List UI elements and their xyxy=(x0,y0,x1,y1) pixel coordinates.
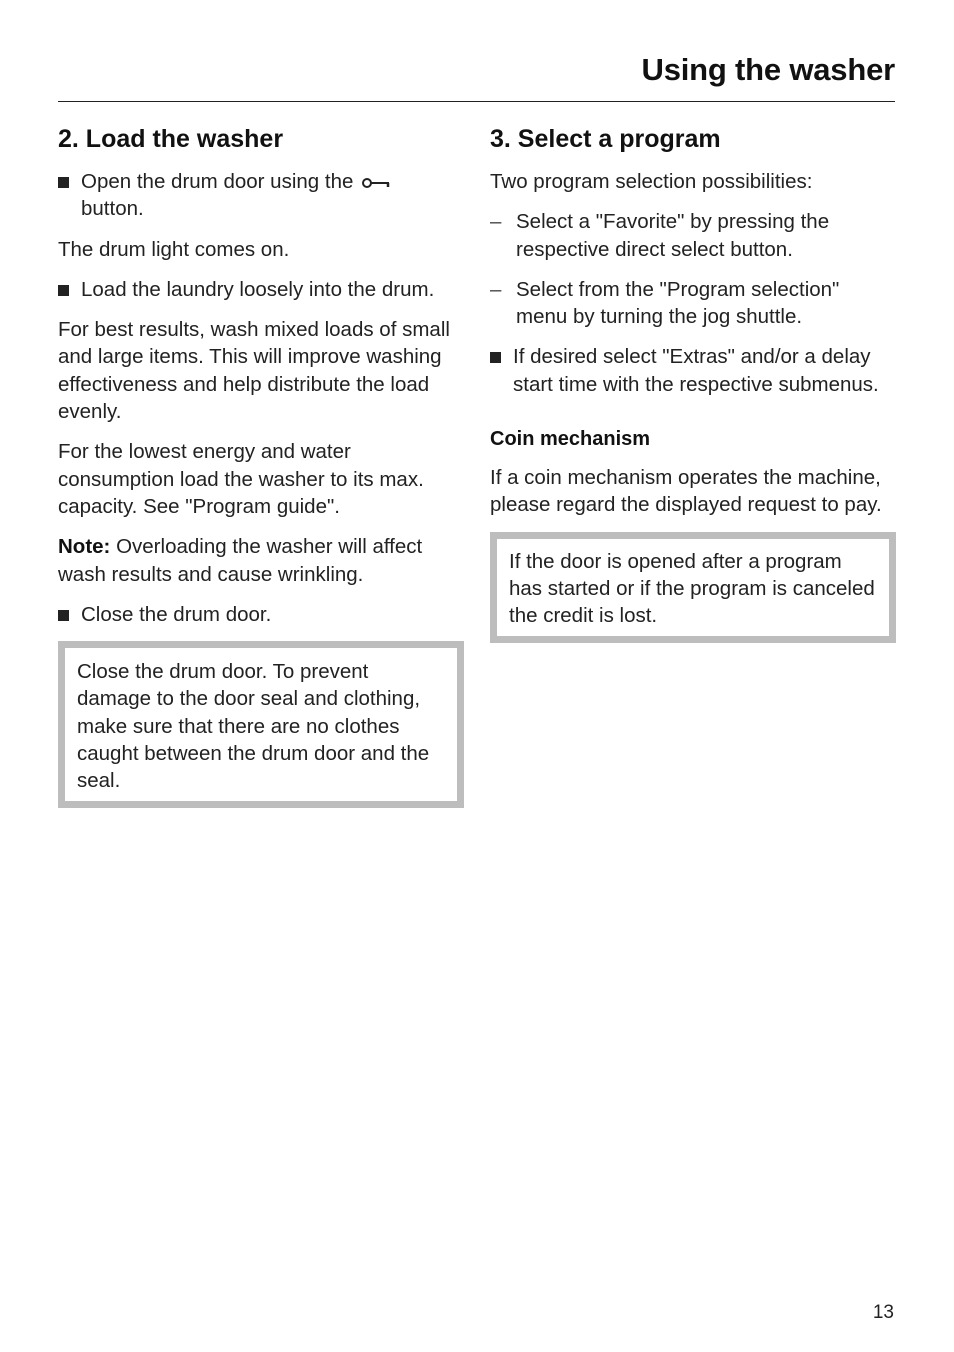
square-bullet-icon xyxy=(58,285,69,296)
select-program-section xyxy=(490,122,896,643)
list-item xyxy=(58,276,464,303)
list-item xyxy=(58,601,464,628)
coin-warning-text: If the door is opened after a program has started or if the program is canceled the credit is lost. xyxy=(509,549,875,628)
drum-light-text: The drum light comes on. xyxy=(58,237,290,261)
dash-marker: – xyxy=(490,210,502,234)
step-close-door-text: Close the drum door. xyxy=(81,602,272,626)
page-title: Using the washer xyxy=(641,52,895,87)
note-label: Note: xyxy=(58,535,111,559)
square-bullet-icon xyxy=(58,177,69,188)
list-item xyxy=(490,276,896,331)
coin-mechanism-text: If a coin mechanism operates the machine, please regard the displayed request to pay. xyxy=(490,466,882,517)
page-header xyxy=(58,48,895,102)
load-washer-section xyxy=(58,122,464,808)
dash-marker: – xyxy=(490,277,502,301)
step-load-laundry-text: Load the laundry loosely into the drum. xyxy=(81,277,435,301)
load-washer-heading: 2. Load the washer xyxy=(58,125,284,153)
page-number: 13 xyxy=(872,1302,894,1323)
list-item xyxy=(58,168,464,223)
square-bullet-icon xyxy=(490,352,501,363)
option-menu-text: Select from the "Program selection" menu by turning the jog shuttle. xyxy=(516,277,840,329)
option-favorite-text: Select a "Favorite" by pressing the respective direct select button. xyxy=(516,210,830,261)
warning-text: Close the drum door. To prevent damage to the door seal and clothing, make sure that there are no clothes caught between the drum door and the seal. xyxy=(77,660,430,793)
list-item xyxy=(490,208,896,263)
square-bullet-icon xyxy=(58,610,69,621)
coin-mechanism-heading: Coin mechanism xyxy=(490,428,651,451)
door-open-key-icon xyxy=(361,176,391,190)
extras-text: If desired select "Extras" and/or a delay start time with the respective submenus. xyxy=(513,345,879,396)
coin-warning-box xyxy=(490,532,896,643)
step-open-door-text: Open the drum door using the xyxy=(81,170,354,193)
warning-box xyxy=(58,641,464,807)
best-results-text: For best results, wash mixed loads of small and large items. This will improve washing effectiveness and help distribute the load evenly. xyxy=(58,318,450,424)
select-program-heading: 3. Select a program xyxy=(490,125,721,153)
program-intro-text: Two program selection possibilities: xyxy=(490,170,813,193)
step-open-door-text-end: button. xyxy=(81,197,144,221)
note-paragraph xyxy=(58,533,464,588)
list-item xyxy=(490,343,896,398)
lowest-energy-text: For the lowest energy and water consumption load the washer to its max. capacity. See "Program guide". xyxy=(58,440,424,518)
note-text: Overloading the washer will affect wash results and cause wrinkling. xyxy=(58,535,423,586)
